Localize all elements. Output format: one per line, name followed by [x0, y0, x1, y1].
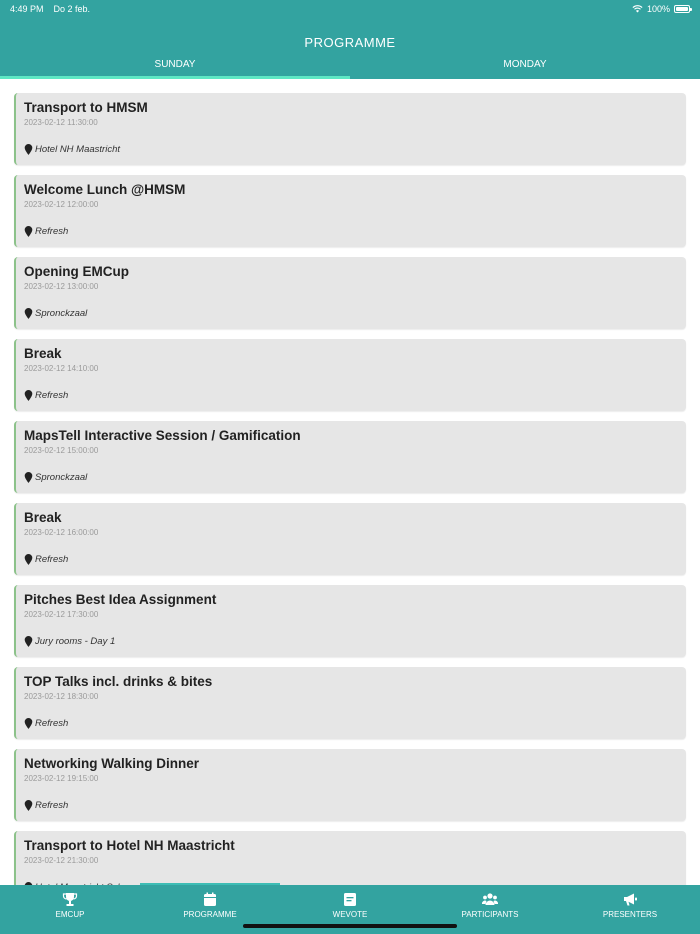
event-time: 2023-02-12 15:00:00 [24, 446, 99, 455]
tabbar-label: PRESENTERS [602, 910, 658, 919]
event-time: 2023-02-12 11:30:00 [24, 118, 98, 127]
header [0, 18, 700, 79]
event-time: 2023-02-12 16:00:00 [24, 528, 99, 537]
vote-icon [342, 892, 358, 907]
battery-percent: 100% [646, 4, 670, 14]
location-pin-icon [24, 554, 33, 565]
trophy-icon [62, 892, 78, 907]
event-card[interactable] [14, 749, 686, 821]
event-location [24, 800, 68, 811]
event-title: Opening EMCup [24, 264, 129, 279]
home-indicator [243, 924, 457, 928]
event-location-label: Refresh [35, 390, 69, 401]
tabbar-label: WEVOTE [332, 910, 368, 919]
event-time: 2023-02-12 13:00:00 [24, 282, 99, 291]
event-location [24, 390, 68, 401]
event-title: Transport to HMSM [24, 100, 148, 115]
people-icon [482, 892, 498, 907]
status-date: Do 2 feb. [53, 4, 91, 14]
event-title: Pitches Best Idea Assignment [24, 592, 217, 607]
event-time: 2023-02-12 14:10:00 [24, 364, 99, 373]
event-card[interactable] [14, 585, 686, 657]
day-tabs [0, 56, 700, 79]
event-location-label: Refresh [35, 554, 69, 565]
event-location-label: Refresh [35, 800, 69, 811]
event-card[interactable] [14, 421, 686, 493]
event-card[interactable] [14, 93, 686, 165]
event-time: 2023-02-12 18:30:00 [24, 692, 99, 701]
location-pin-icon [24, 308, 33, 319]
event-time: 2023-02-12 17:30:00 [24, 610, 99, 619]
event-location [24, 144, 120, 155]
location-pin-icon [24, 390, 33, 401]
tabbar-label: PROGRAMME [183, 910, 237, 919]
tabbar-item-emcup[interactable] [0, 885, 140, 934]
location-pin-icon [24, 472, 33, 483]
location-pin-icon [24, 636, 33, 647]
page-title: PROGRAMME [304, 35, 396, 50]
event-location [24, 636, 115, 647]
location-pin-icon [24, 718, 33, 729]
tabbar-label: PARTICIPANTS [461, 910, 519, 919]
event-card[interactable] [14, 503, 686, 575]
event-location [24, 226, 68, 237]
event-location-label: Hotel NH Maastricht [35, 144, 120, 155]
status-time: 4:49 PM [10, 4, 44, 14]
event-location [24, 718, 68, 729]
tab-monday[interactable]: MONDAY [503, 59, 547, 70]
event-title: Break [24, 510, 62, 525]
event-title: Networking Walking Dinner [24, 756, 200, 771]
event-title: Welcome Lunch @HMSM [24, 182, 186, 197]
wifi-icon [632, 5, 643, 13]
event-title: TOP Talks incl. drinks & bites [24, 674, 213, 689]
event-time: 2023-02-12 19:15:00 [24, 774, 99, 783]
event-title: MapsTell Interactive Session / Gamification [24, 428, 301, 443]
event-card[interactable] [14, 175, 686, 247]
event-location-label: Refresh [35, 226, 69, 237]
tab-sunday[interactable]: SUNDAY [0, 56, 350, 79]
event-location-label: Refresh [35, 718, 69, 729]
event-time: 2023-02-12 12:00:00 [24, 200, 99, 209]
event-title: Break [24, 346, 62, 361]
event-location-label: Spronckzaal [35, 472, 88, 483]
tabbar-label: EMCUP [55, 910, 85, 919]
battery-icon [674, 5, 690, 13]
megaphone-icon [622, 892, 638, 907]
event-location [24, 554, 68, 565]
tabbar-item-presenters[interactable] [560, 885, 700, 934]
event-time: 2023-02-12 21:30:00 [24, 856, 99, 865]
event-card[interactable] [14, 257, 686, 329]
event-card[interactable] [14, 339, 686, 411]
event-title: Transport to Hotel NH Maastricht [24, 838, 235, 853]
location-pin-icon [24, 226, 33, 237]
location-pin-icon [24, 800, 33, 811]
location-pin-icon [24, 144, 33, 155]
programme-list[interactable] [0, 79, 700, 885]
status-bar [0, 0, 700, 18]
event-location-label: Jury rooms - Day 1 [35, 636, 116, 647]
calendar-icon [202, 892, 218, 907]
event-location [24, 472, 87, 483]
event-location-label: Spronckzaal [35, 308, 88, 319]
event-card[interactable] [14, 667, 686, 739]
event-location [24, 308, 87, 319]
